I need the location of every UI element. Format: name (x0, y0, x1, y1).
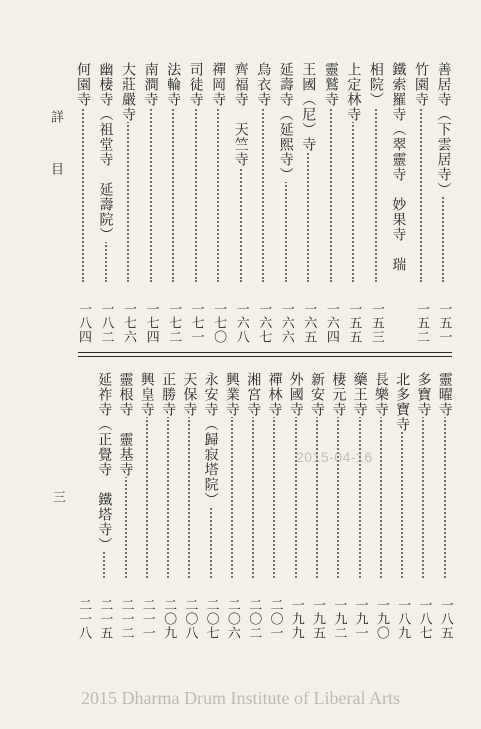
entry-title: 靈曜寺 (436, 372, 453, 417)
toc-entry (263, 372, 283, 640)
entry-page-number: 一六五 (301, 302, 317, 344)
page-number: 三 (50, 490, 65, 515)
entry-page-number: 一八四 (75, 302, 91, 344)
toc-entry (207, 62, 229, 344)
entry-page-number: 一六七 (256, 302, 272, 344)
entry-page-number: 一七四 (143, 302, 159, 344)
entry-title: 外國寺 (287, 372, 304, 417)
toc-entry (275, 62, 297, 344)
entry-title: 新安寺 (309, 372, 326, 417)
entry-title: 多寶寺 (415, 372, 432, 417)
toc-entry (117, 62, 139, 344)
entry-title: 齊福寺 天竺寺 (232, 62, 249, 167)
toc-upper-section (72, 62, 454, 344)
toc-entry (221, 372, 241, 640)
toc-entry (252, 62, 274, 344)
toc-entry (410, 62, 432, 344)
entry-page-number: 一九〇 (373, 598, 389, 640)
entry-title: 興皇寺 (138, 372, 155, 417)
toc-entry (285, 372, 305, 640)
toc-entry (342, 62, 364, 344)
entry-title: 藥王寺 (351, 372, 368, 417)
section-divider-inner (78, 356, 452, 357)
entry-page-number: 一八二 (98, 302, 114, 344)
institution-watermark: 2015 Dharma Drum Institute of Liberal Arts (81, 688, 400, 708)
entry-page-number: 一八五 (437, 598, 453, 640)
toc-lower-section (72, 372, 454, 640)
toc-entry (320, 62, 342, 344)
toc-entry (162, 62, 184, 344)
entry-page-number: 一八七 (416, 598, 432, 640)
entry-page-number: 一九九 (288, 598, 304, 640)
entry-page-number: 一九五 (310, 598, 326, 640)
entry-page-number: 二一五 (97, 598, 113, 640)
toc-entry (412, 372, 432, 640)
entry-page-number: 二一二 (118, 598, 134, 640)
entry-title: 禪林寺 (266, 372, 283, 417)
entry-title: 上定林寺 (345, 62, 362, 122)
toc-lower-entries (72, 372, 454, 640)
entry-title: 竹園寺 (412, 62, 429, 107)
toc-entry (242, 372, 262, 640)
entry-page-number: 二〇八 (182, 598, 198, 640)
entry-page-number: 一九二 (331, 598, 347, 640)
entry-title: 南澗寺 (142, 62, 159, 107)
entry-page-number: 二一八 (75, 598, 91, 640)
entry-page-number: 一九一 (352, 598, 368, 640)
section-divider (78, 352, 452, 353)
entry-page-number: 一七一 (188, 302, 204, 344)
toc-entry (185, 62, 207, 344)
entry-title: 延祚寺（正覺寺 鐵塔寺） (96, 372, 113, 552)
entry-page-number: 二〇七 (203, 598, 219, 640)
entry-title: 善居寺（下雲居寺） (435, 62, 452, 197)
entry-title: 禪岡寺 (210, 62, 227, 107)
entry-page-number: 一六六 (278, 302, 294, 344)
toc-upper-entries (72, 62, 454, 344)
toc-entry (349, 372, 369, 640)
entry-page-number: 二〇六 (224, 598, 240, 640)
entry-title: 棲元寺 (330, 372, 347, 417)
toc-entry (72, 372, 92, 640)
entry-page-number: 一七六 (121, 302, 137, 344)
entry-page-number: 一七二 (166, 302, 182, 344)
toc-entry (95, 62, 117, 344)
entry-title: 幽棲寺（祖堂寺 延壽院） (97, 62, 114, 242)
toc-entry (140, 62, 162, 344)
toc-entry (157, 372, 177, 640)
toc-entry (178, 372, 198, 640)
toc-entry (365, 62, 387, 344)
running-head-title: 詳 目 (48, 110, 63, 187)
entry-page-number: 一五三 (368, 302, 384, 344)
toc-entry (93, 372, 113, 640)
entry-page-number: 二〇一 (267, 598, 283, 640)
toc-entry (230, 62, 252, 344)
entry-title: 靈鷲寺 (322, 62, 339, 107)
entry-page-number: 一五二 (413, 302, 429, 344)
toc-entry (115, 372, 135, 640)
entry-title: 北多寶寺 (394, 372, 411, 432)
toc-entry (432, 62, 454, 344)
entry-page-number: 一八九 (395, 598, 411, 640)
entry-title: 烏衣寺 (255, 62, 272, 107)
entry-title: 正勝寺 (160, 372, 177, 417)
entry-title: 延壽寺（延熙寺） (277, 62, 294, 182)
toc-entry (72, 62, 94, 344)
entry-page-number: 一七〇 (211, 302, 227, 344)
entry-title: 鐵索羅寺（翠靈寺 妙果寺 瑞 (390, 62, 407, 272)
entry-title: 司徒寺 (187, 62, 204, 107)
toc-entry (200, 372, 220, 640)
entry-page-number: 二〇二 (246, 598, 262, 640)
entry-title: 湘宮寺 (245, 372, 262, 417)
toc-entry (306, 372, 326, 640)
entry-title: 何園寺 (74, 62, 91, 107)
entry-title: 興業寺 (223, 372, 240, 417)
date-watermark: 2015-04-16 (296, 449, 373, 465)
toc-entry (434, 372, 454, 640)
toc-entry (327, 372, 347, 640)
entry-page-number: 二〇九 (161, 598, 177, 640)
toc-entry (370, 372, 390, 640)
entry-title: 天保寺 (181, 372, 198, 417)
toc-entry (387, 62, 409, 344)
entry-page-number: 一五五 (346, 302, 362, 344)
entry-title: 長樂寺 (372, 372, 389, 417)
entry-page-number: 一五一 (436, 302, 452, 344)
entry-title: 靈根寺 靈基寺 (117, 372, 134, 477)
entry-title: 相院） (367, 62, 384, 107)
entry-title: 法輪寺 (165, 62, 182, 107)
entry-page-number: 二一一 (139, 598, 155, 640)
entry-page-number: 一六四 (323, 302, 339, 344)
toc-entry (391, 372, 411, 640)
toc-entry (136, 372, 156, 640)
entry-page-number: 一六八 (233, 302, 249, 344)
entry-title: 永安寺（歸寂塔院） (202, 372, 219, 507)
toc-entry (297, 62, 319, 344)
entry-title: 大莊嚴寺 (120, 62, 137, 122)
entry-title: 王國（尼）寺 (300, 62, 317, 152)
